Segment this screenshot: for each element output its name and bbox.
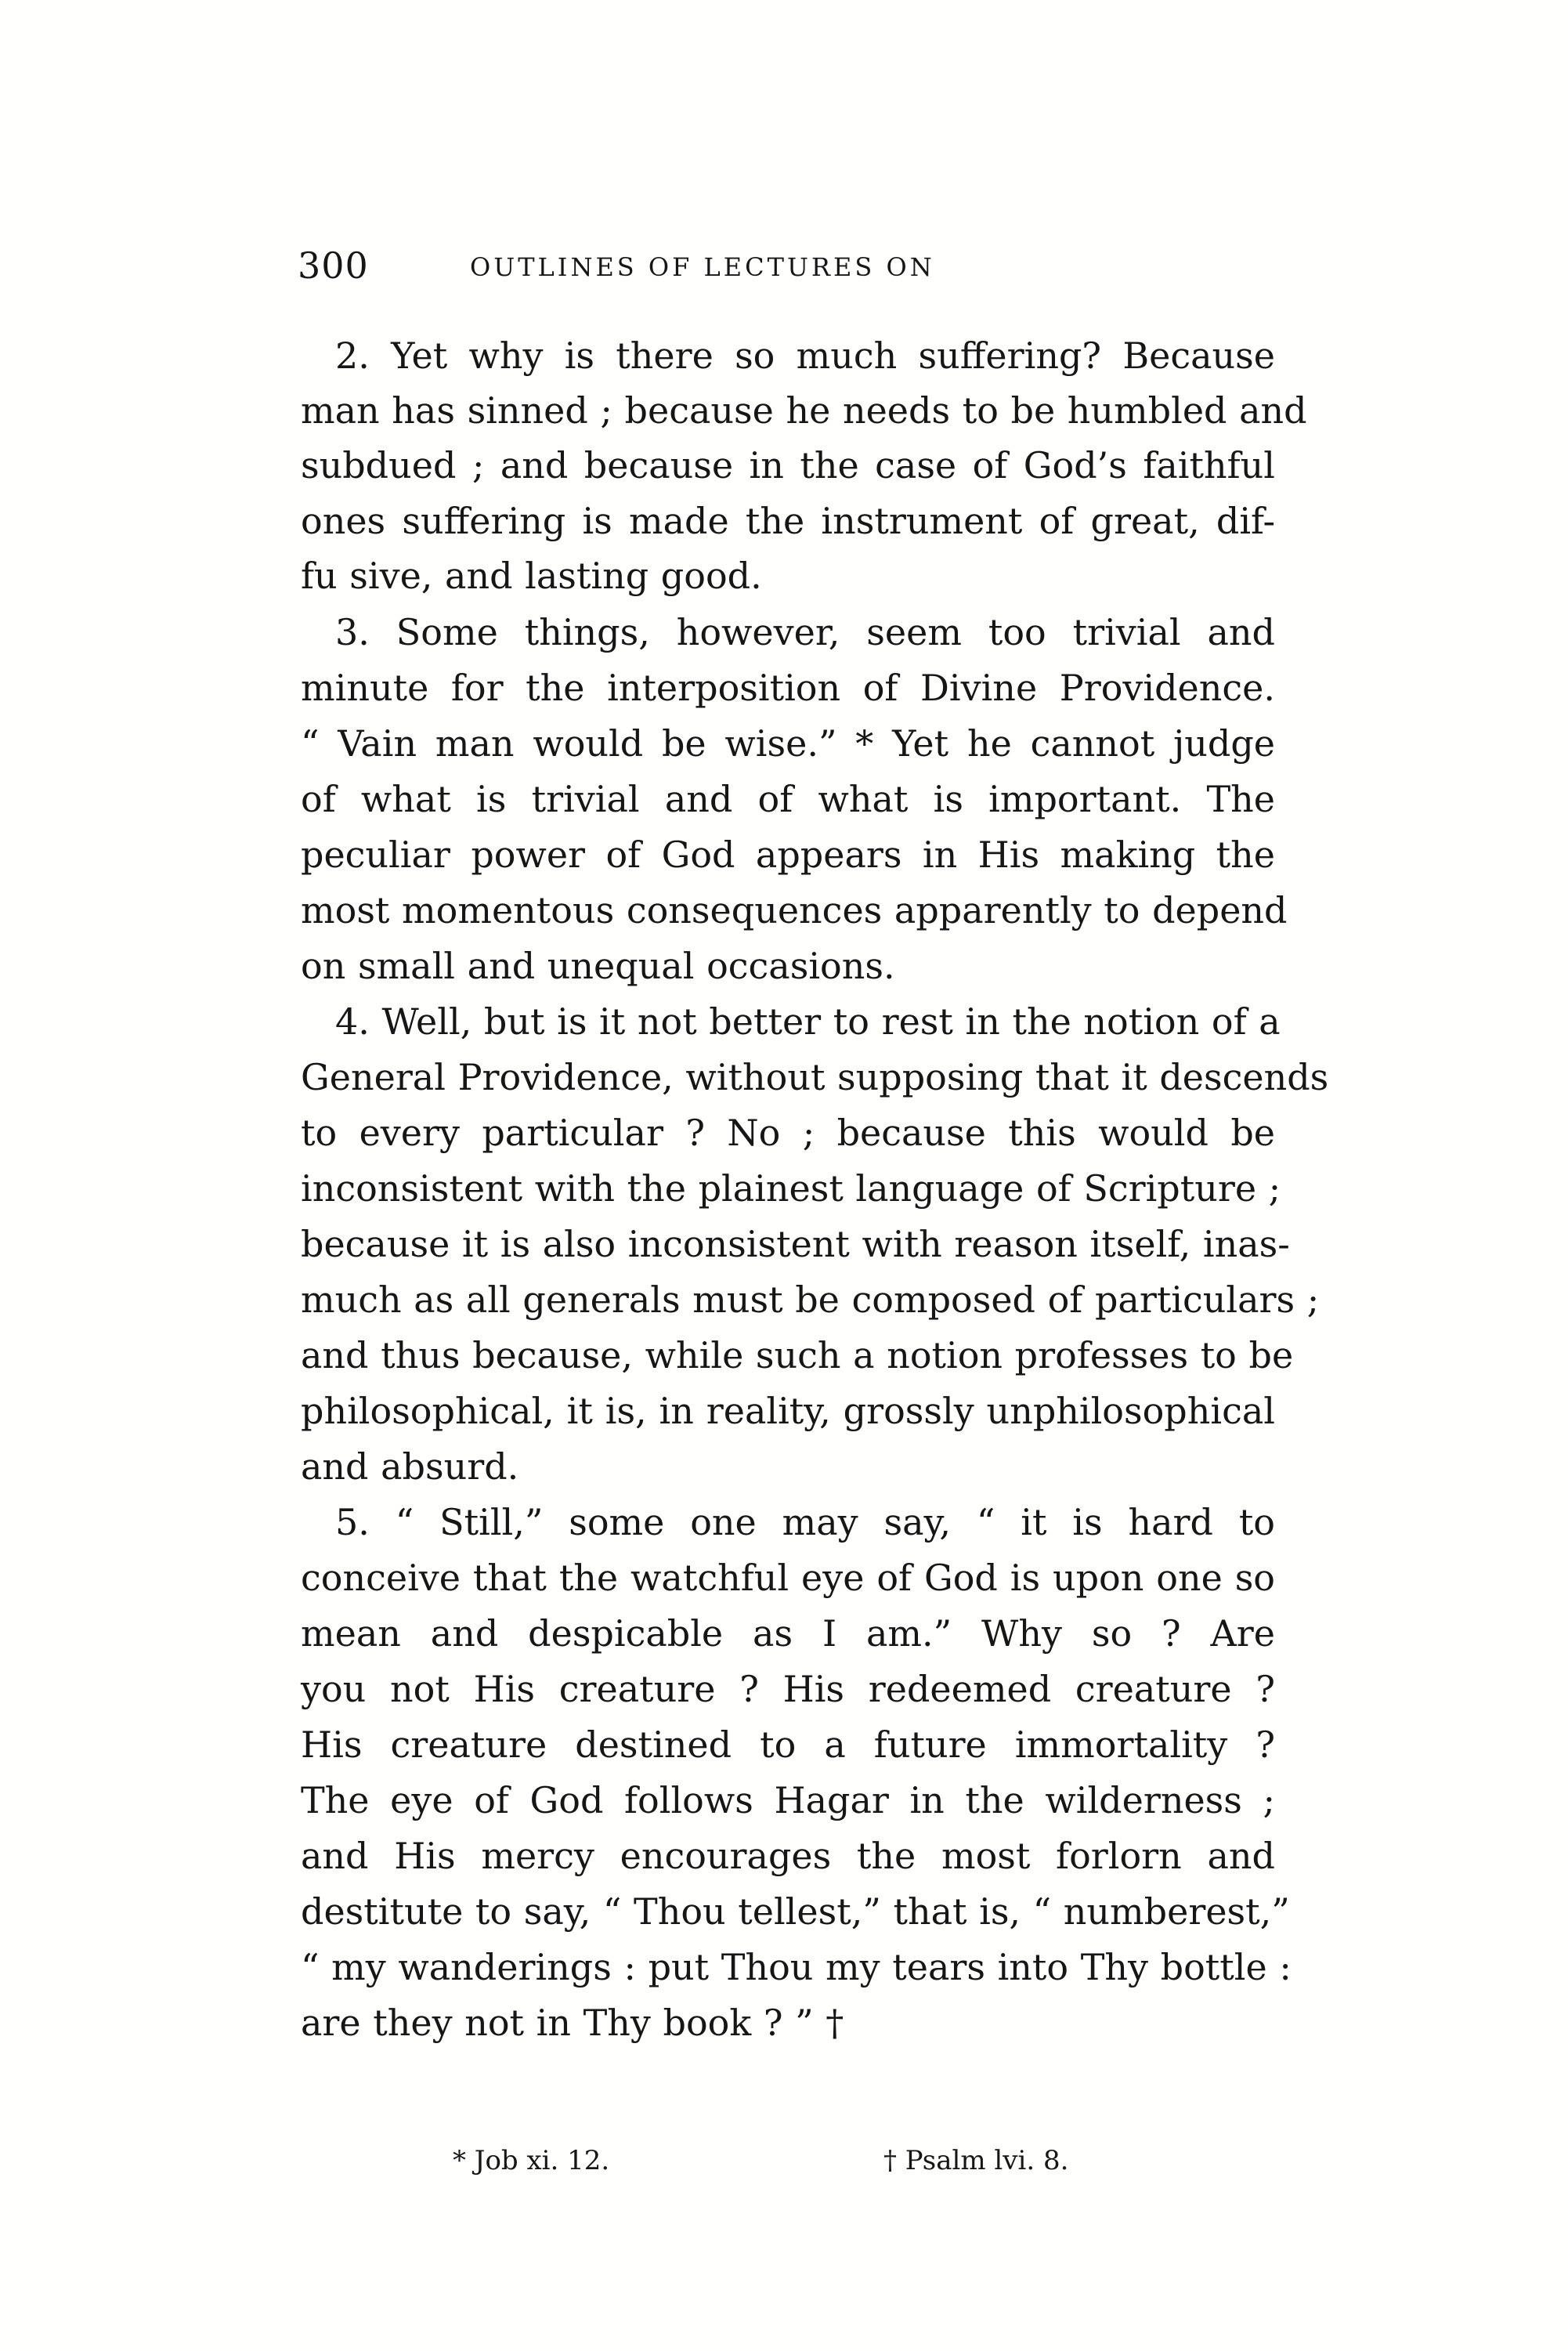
paragraph-3-line-4: of what is trivial and of what is important. The <box>301 778 1275 820</box>
paragraph-5-line-9: “ my wanderings : put Thou my tears into Thy bottle : <box>301 1946 1292 1988</box>
paragraph-3-line-2: minute for the interposition of Divine Providence. <box>301 667 1275 709</box>
page-header <box>298 244 1292 299</box>
paragraph-4-line-7: and thus because, while such a notion professes to be <box>301 1334 1294 1376</box>
paragraph-5-line-2: conceive that the watchful eye of God is upon one so <box>301 1557 1275 1599</box>
paragraph-5-line-8: destitute to say, “ Thou tellest,” that is, “ numberest,” <box>301 1890 1290 1933</box>
paragraph-2-line-2: man has sinned ; because he needs to be humbled and <box>301 389 1307 432</box>
paragraph-5-line-1: 5. “ Still,” some one may say, “ it is hard to <box>335 1501 1275 1543</box>
paragraph-5-line-4: you not His creature ? His redeemed creature ? <box>301 1668 1275 1710</box>
paragraph-2-line-1: 2. Yet why is there so much suffering? Because <box>335 335 1275 377</box>
paragraph-5-line-7: and His mercy encourages the most forlorn and <box>301 1835 1275 1877</box>
paragraph-4-line-2: General Providence, without supposing that it descends <box>301 1056 1329 1098</box>
paragraph-5-line-5: His creature destined to a future immortality ? <box>301 1723 1275 1766</box>
paragraph-4-line-8: philosophical, it is, in reality, grossly unphilosophical <box>301 1390 1275 1432</box>
paragraph-3-line-5: peculiar power of God appears in His making the <box>301 834 1275 876</box>
paragraph-3-line-7: on small and unequal occasions. <box>301 945 895 987</box>
paragraph-5-line-3: mean and despicable as I am.” Why so ? Are <box>301 1612 1275 1655</box>
paragraph-2-line-5: fu sive, and lasting good. <box>301 555 762 597</box>
paragraph-4-line-3: to every particular ? No ; because this would be <box>301 1112 1275 1154</box>
footnote-job: * Job xi. 12. <box>453 2145 610 2176</box>
paragraph-4-line-6: much as all generals must be composed of particulars ; <box>301 1279 1320 1321</box>
paragraph-2-line-4: ones suffering is made the instrument of great, dif- <box>301 500 1275 542</box>
paragraph-4-line-1: 4. Well, but is it not better to rest in the notion of a <box>335 1000 1281 1043</box>
footnote-psalm: † Psalm lvi. 8. <box>883 2145 1069 2176</box>
running-head: OUTLINES OF LECTURES ON <box>470 252 935 282</box>
paragraph-4-line-4: inconsistent with the plainest language of Scripture ; <box>301 1167 1281 1210</box>
paragraph-3-line-1: 3. Some things, however, seem too trivial and <box>335 611 1275 653</box>
paragraph-3-line-6: most momentous consequences apparently to depend <box>301 889 1288 931</box>
paragraph-3-line-3: “ Vain man would be wise.” * Yet he cannot judge <box>301 722 1275 765</box>
page-number: 300 <box>298 244 369 287</box>
paragraph-4-line-5: because it is also inconsistent with reason itself, inas- <box>301 1223 1290 1265</box>
paragraph-2-line-3: subdued ; and because in the case of God’s faithful <box>301 444 1275 486</box>
paragraph-5-line-6: The eye of God follows Hagar in the wilderness ; <box>301 1779 1275 1821</box>
paragraph-5-line-10: are they not in Thy book ? ” † <box>301 2002 844 2044</box>
paragraph-4-line-9: and absurd. <box>301 1445 519 1488</box>
